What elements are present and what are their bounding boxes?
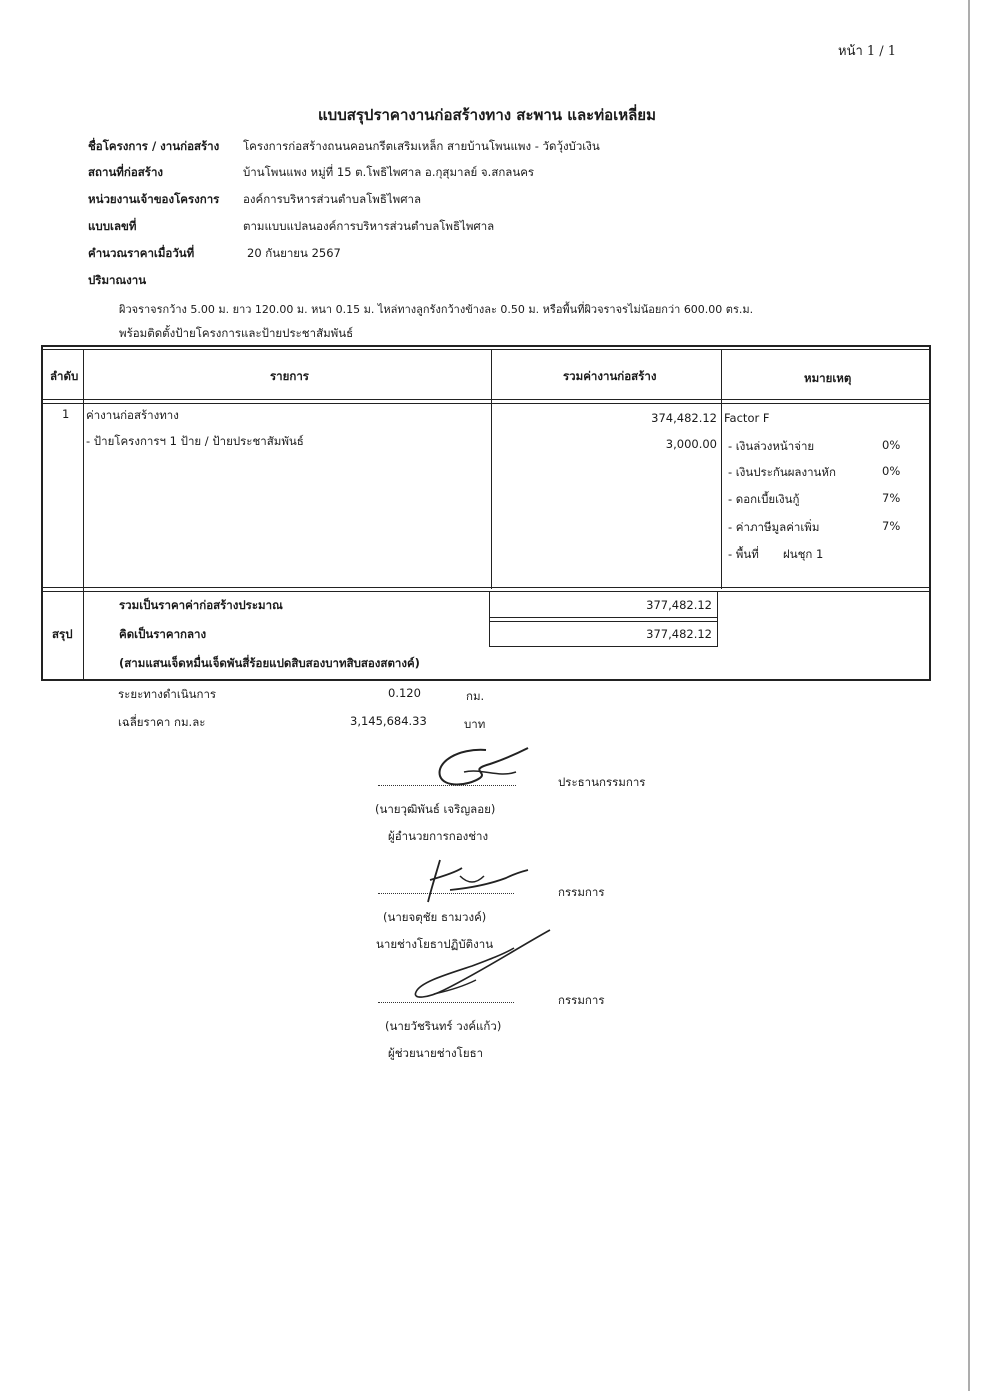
info-label: สถานที่ก่อสร้าง bbox=[88, 165, 164, 179]
info-label: ชื่อโครงการ / งานก่อสร้าง bbox=[88, 139, 220, 153]
info-value: บ้านโพนแพง หมู่ที่ 15 ต.โพธิไพศาล อ.กุสุมาลย์ จ.สกลนคร bbox=[243, 165, 535, 179]
summary-box-rule bbox=[489, 621, 718, 622]
table-col-rule bbox=[721, 349, 722, 589]
info-label: แบบเลขที่ bbox=[88, 219, 137, 233]
info-value: องค์การบริหารส่วนตำบลโพธิไพศาล bbox=[243, 192, 422, 206]
signature-position: ผู้อำนวยการกองช่าง bbox=[388, 829, 489, 843]
quantity-line-2: พร้อมติดตั้งป้ายโครงการและป้ายประชาสัมพันธ์ bbox=[119, 326, 354, 340]
avg-price-value: 3,145,684.33 bbox=[350, 714, 427, 728]
row-item: - ป้ายโครงการฯ 1 ป้าย / ป้ายประชาสัมพันธ์ bbox=[86, 434, 304, 448]
area-label: - พื้นที่ bbox=[728, 547, 759, 561]
header-remark: หมายเหตุ bbox=[804, 371, 852, 385]
factor-value: 7% bbox=[882, 519, 901, 533]
table-col-rule bbox=[83, 349, 84, 679]
factor-title: Factor F bbox=[724, 411, 770, 425]
document-title: แบบสรุปราคางานก่อสร้างทาง สะพาน และท่อเหลี่ยม bbox=[318, 106, 656, 124]
distance-label: ระยะทางดำเนินการ bbox=[118, 687, 217, 701]
table-rule bbox=[41, 399, 931, 400]
table-right-border bbox=[929, 345, 931, 681]
summary-box-rule bbox=[489, 591, 490, 647]
quantity-line-1: ผิวจราจรกว้าง 5.00 ม. ยาว 120.00 ม. หนา 0.15 ม. ไหล่ทางลูกรังกว้างข้างละ 0.50 ม. หรือพื้นที่ผิวจราจรไม่น้อยกว่า 600.00 ตร.ม. bbox=[119, 303, 754, 316]
row-cost: 374,482.12 bbox=[651, 411, 717, 425]
signature-line bbox=[378, 785, 516, 786]
total-value: 377,482.12 bbox=[646, 598, 712, 612]
header-item: รายการ bbox=[270, 369, 309, 383]
summary-box-rule bbox=[489, 646, 718, 647]
total-label: รวมเป็นราคาค่าก่อสร้างประมาณ bbox=[119, 598, 283, 612]
summary-box-rule bbox=[717, 591, 718, 647]
header-cost: รวมค่างานก่อสร้าง bbox=[563, 369, 657, 383]
amount-in-words: (สามแสนเจ็ดหมื่นเจ็ดพันสี่ร้อยแปดสิบสองบาทสิบสองสตางค์) bbox=[119, 656, 420, 670]
area-value: ฝนชุก 1 bbox=[783, 547, 824, 561]
avg-price-label: เฉลี่ยราคา กม.ละ bbox=[118, 715, 206, 729]
factor-value: 0% bbox=[882, 438, 901, 452]
table-top-border bbox=[41, 345, 931, 347]
handwritten-signature bbox=[404, 926, 554, 1006]
distance-unit: กม. bbox=[466, 689, 485, 703]
signature-name: (นายจตุชัย ธามวงค์) bbox=[383, 910, 487, 924]
header-no: ลำดับ bbox=[50, 369, 79, 383]
info-value: โครงการก่อสร้างถนนคอนกรีตเสริมเหล็ก สายบ้านโพนแพง - วัดวุ้งบัวเงิน bbox=[243, 139, 600, 153]
info-value: ตามแบบแปลนองค์การบริหารส่วนตำบลโพธิไพศาล bbox=[243, 219, 495, 233]
factor-value: 0% bbox=[882, 464, 901, 478]
scan-edge bbox=[968, 0, 970, 1391]
factor-label: - ดอกเบี้ยเงินกู้ bbox=[728, 492, 800, 506]
distance-value: 0.120 bbox=[388, 686, 421, 700]
info-label: คำนวณราคาเมื่อวันที่ bbox=[88, 246, 195, 260]
table-col-rule bbox=[491, 349, 492, 589]
summary-box-rule bbox=[489, 617, 718, 618]
signature-role: ประธานกรรมการ bbox=[558, 775, 646, 789]
table-rule bbox=[41, 403, 931, 404]
signature-name: (นายวุฒิพันธ์ เจริญลอย) bbox=[375, 802, 496, 816]
handwritten-signature bbox=[410, 854, 540, 914]
summary-label: สรุป bbox=[52, 627, 73, 641]
table-rule bbox=[41, 591, 931, 592]
factor-label: - เงินประกันผลงานหัก bbox=[728, 465, 836, 479]
quantity-label: ปริมาณงาน bbox=[88, 273, 147, 287]
factor-label: - เงินล่วงหน้าจ่าย bbox=[728, 439, 815, 453]
signature-line bbox=[378, 893, 514, 894]
signature-name: (นายวัชรินทร์ วงค์แก้ว) bbox=[385, 1019, 502, 1033]
row-item: ค่างานก่อสร้างทาง bbox=[86, 408, 179, 422]
signature-role: กรรมการ bbox=[558, 885, 605, 899]
row-no: 1 bbox=[62, 407, 70, 421]
row-cost: 3,000.00 bbox=[665, 437, 717, 451]
table-bottom-border bbox=[41, 679, 931, 681]
table-rule bbox=[41, 349, 931, 350]
handwritten-signature bbox=[428, 742, 538, 794]
factor-value: 7% bbox=[882, 491, 901, 505]
info-value: 20 กันยายน 2567 bbox=[247, 246, 341, 260]
factor-label: - ค่าภาษีมูลค่าเพิ่ม bbox=[728, 520, 820, 534]
avg-price-unit: บาท bbox=[464, 717, 486, 731]
info-label: หน่วยงานเจ้าของโครงการ bbox=[88, 192, 220, 206]
signature-position: นายช่างโยธาปฏิบัติงาน bbox=[376, 937, 494, 951]
median-value: 377,482.12 bbox=[646, 627, 712, 641]
page-number: หน้า 1 / 1 bbox=[838, 44, 897, 59]
median-label: คิดเป็นราคากลาง bbox=[119, 627, 207, 641]
table-left-border bbox=[41, 345, 43, 681]
signature-line bbox=[378, 1002, 514, 1003]
table-rule bbox=[41, 587, 931, 588]
signature-role: กรรมการ bbox=[558, 993, 605, 1007]
signature-position: ผู้ช่วยนายช่างโยธา bbox=[388, 1046, 484, 1060]
